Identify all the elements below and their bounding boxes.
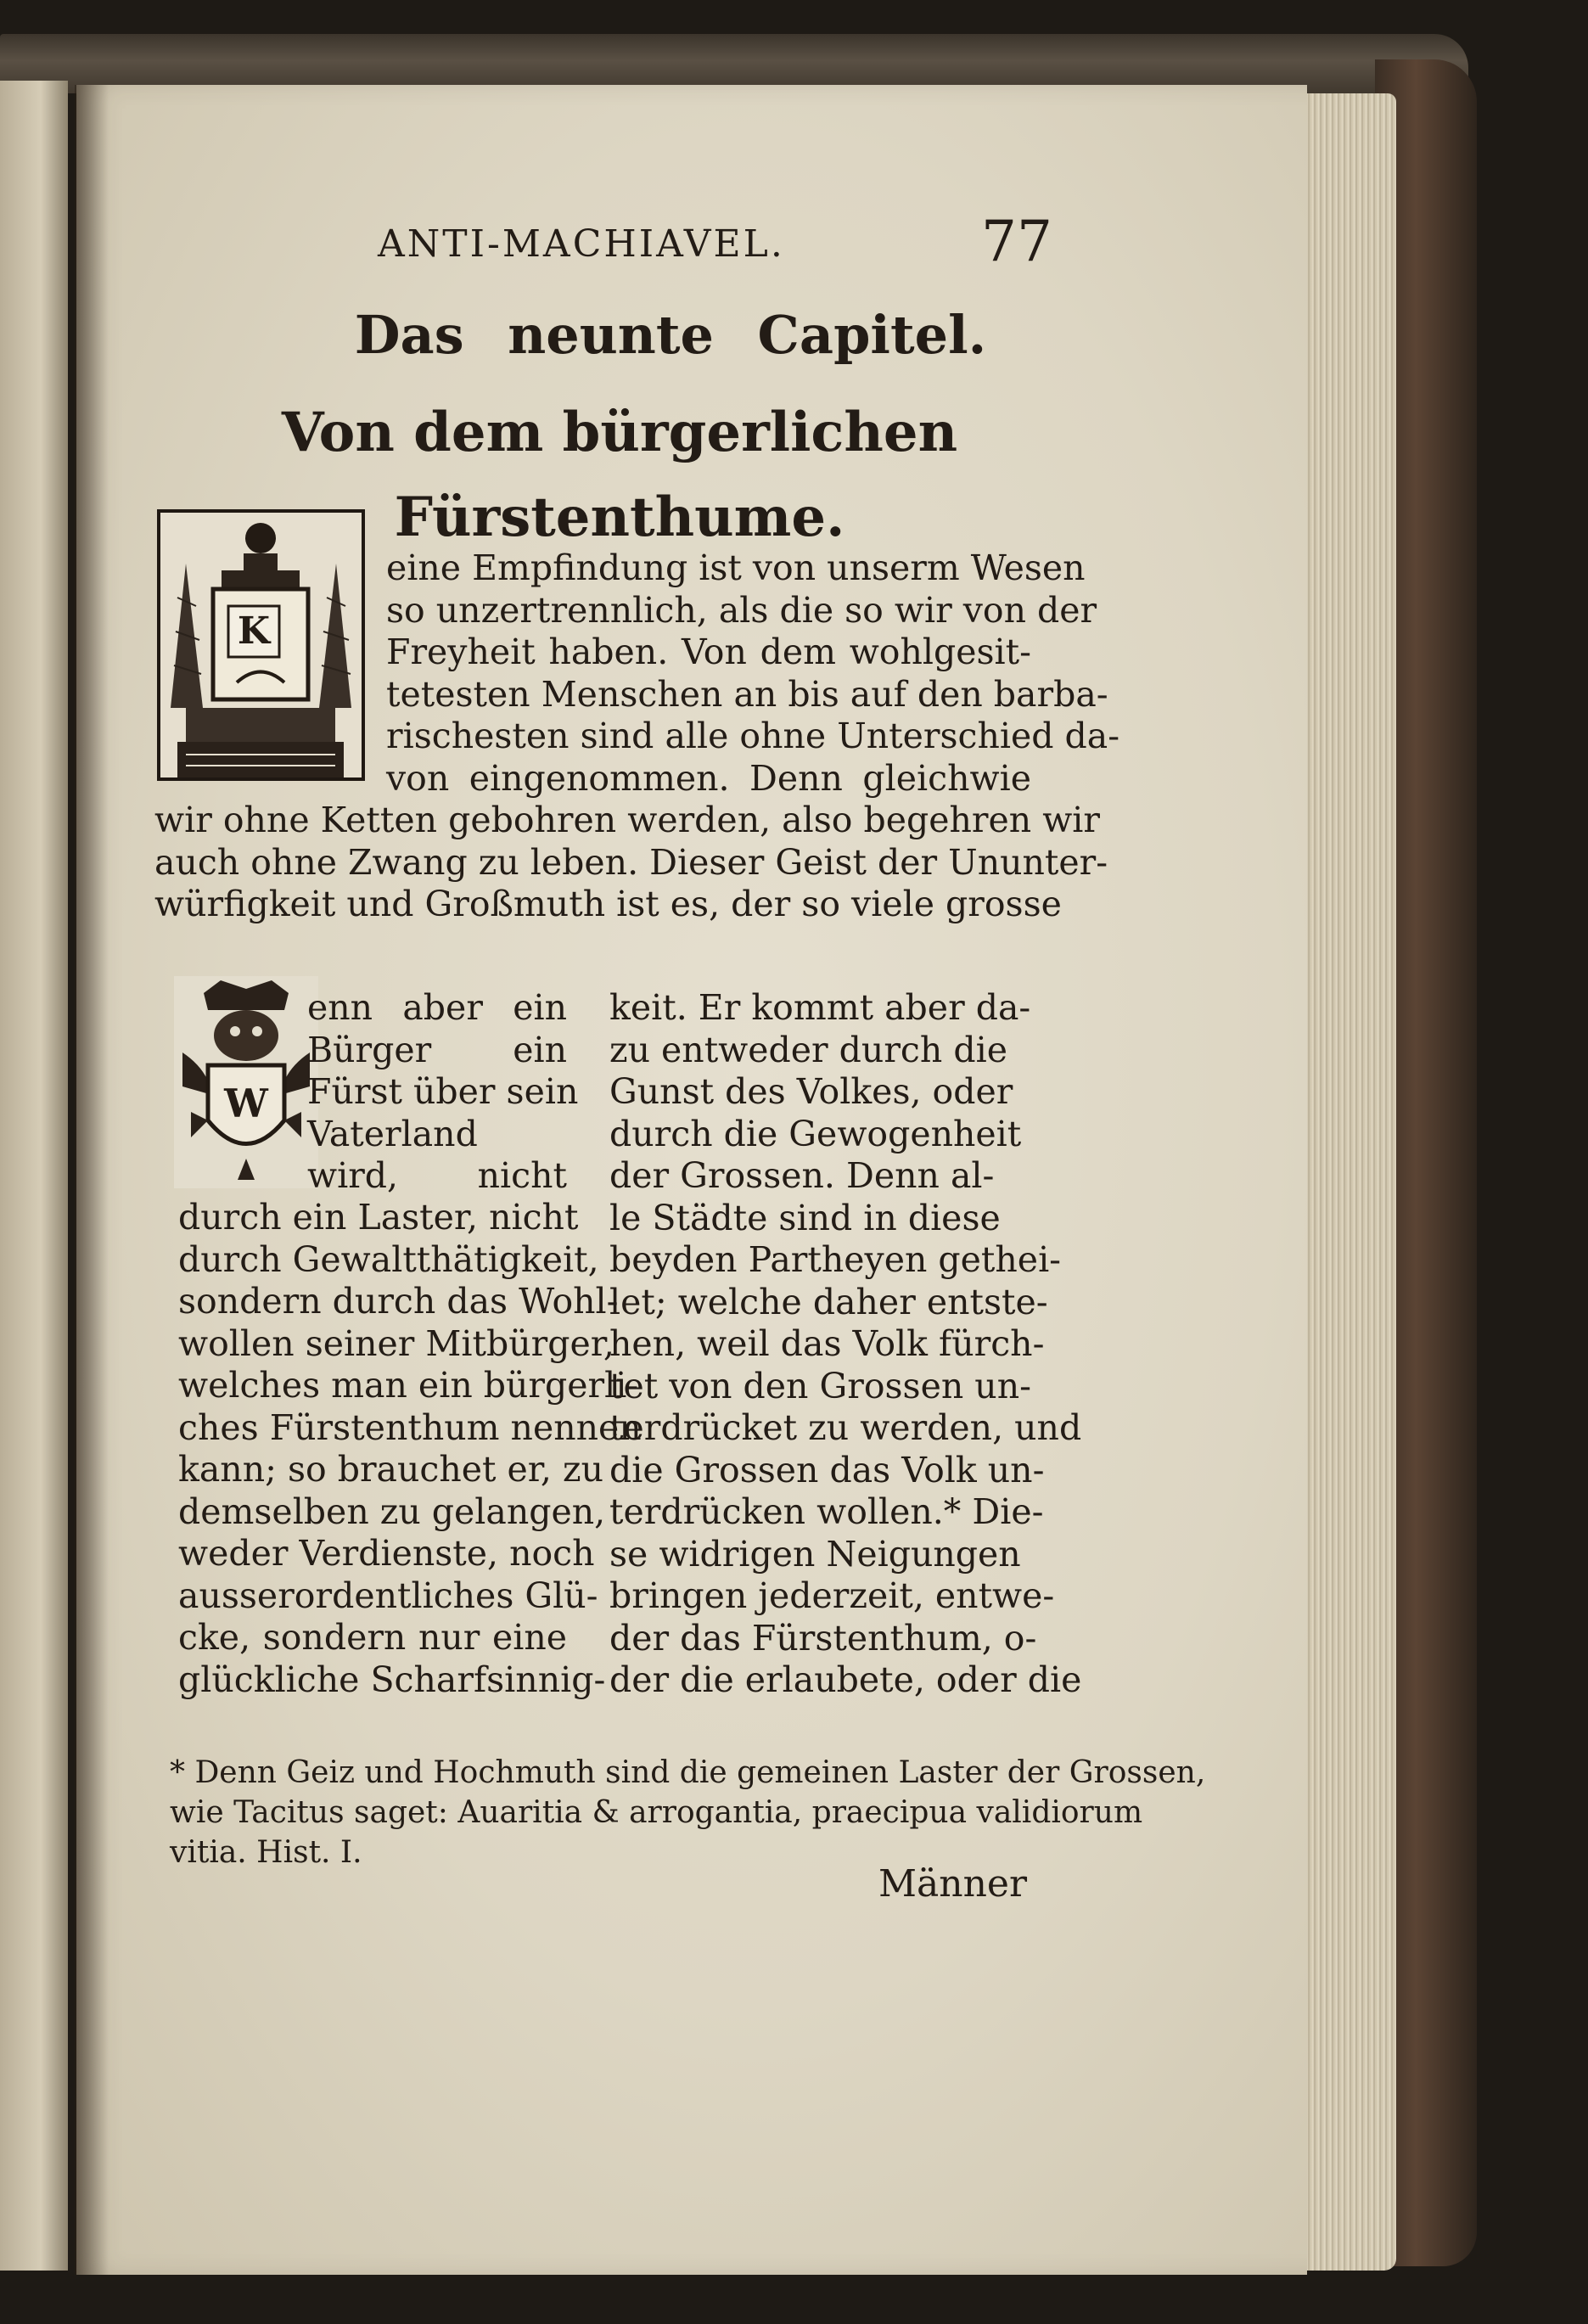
text-line: durch ein Laster, nicht	[178, 1197, 579, 1238]
text-line: so unzertrennlich, als die so wir von der	[386, 589, 1097, 631]
text-line: demselben zu gelangen,	[178, 1490, 606, 1532]
text-line: welches man ein bürgerli-	[178, 1365, 639, 1406]
facing-page-edge	[0, 81, 68, 2271]
text-line: le Städte sind in diese	[609, 1197, 1001, 1238]
left-column-beside-initial	[307, 987, 579, 1198]
text-line: zu entweder durch die	[609, 1029, 1007, 1070]
footnote-line: * Denn Geiz und Hochmuth sind die gemeinen Laster der Grossen,	[170, 1755, 1206, 1790]
paragraph-1-indented	[386, 547, 1120, 800]
text-line: kann; so brauchet er, zu	[178, 1449, 603, 1490]
text-line: glückliche Scharfsinnig-	[178, 1659, 606, 1700]
text-line: die Grossen das Volk un-	[609, 1449, 1045, 1490]
text-line: let; welche daher entste-	[609, 1281, 1048, 1322]
text-line: sondern durch das Wohl-	[178, 1281, 619, 1322]
page-edges	[1299, 93, 1396, 2271]
text-line: Vaterland	[307, 1113, 478, 1154]
footnote-line: vitia. Hist. I.	[170, 1835, 362, 1870]
text-line: von eingenommen. Denn gleichwie	[386, 757, 1031, 799]
text-line: rischesten sind alle ohne Unterschied da-	[386, 716, 1120, 756]
page-number: 77	[981, 209, 1052, 274]
text-line: cke, sondern nur eine	[178, 1617, 567, 1658]
text-line: durch Gewaltthätigkeit,	[178, 1238, 599, 1280]
left-column	[178, 1197, 642, 1701]
text-line: keit. Er kommt aber da-	[609, 987, 1031, 1028]
text-line: weder Verdienste, noch	[178, 1533, 595, 1574]
text-line: der das Fürstenthum, o-	[609, 1617, 1037, 1659]
paragraph-1-full	[154, 800, 1108, 926]
text-line: auch ohne Zwang zu leben. Dieser Geist der Ununter-	[154, 841, 1108, 883]
text-line: ausserordentliches Glü-	[178, 1575, 598, 1616]
initial-letter-w: W	[224, 1081, 268, 1126]
text-line: terdrücken wollen.* Die-	[609, 1491, 1044, 1532]
right-column	[609, 987, 1082, 1702]
text-line: Fürst über sein	[307, 1071, 579, 1112]
text-line: durch die Gewogenheit	[609, 1113, 1022, 1154]
text-line: terdrücket zu werden, und	[609, 1407, 1082, 1448]
text-line: enn aber ein	[307, 987, 567, 1028]
text-line: Freyheit haben. Von dem wohlgesit-	[386, 632, 1031, 672]
chapter-title: Das neunte Capitel.	[354, 304, 987, 366]
text-line: tet von den Grossen un-	[609, 1365, 1031, 1406]
text-line: der die erlaubete, oder die	[609, 1659, 1082, 1700]
initial-letter-k: K	[237, 609, 271, 653]
text-line: Bürger ein	[307, 1029, 567, 1070]
text-line: wir ohne Ketten gebohren werden, also begehren wir	[154, 800, 1101, 840]
running-head: ANTI-MACHIAVEL.	[378, 222, 785, 266]
text-line: eine Empfindung ist von unserm Wesen	[386, 547, 1086, 588]
text-line: wollen seiner Mitbürger,	[178, 1322, 614, 1364]
footnote-line: wie Tacitus saget: Auaritia & arrogantia, praecipua validiorum	[170, 1795, 1143, 1830]
text-line: ches Fürstenthum nennen	[178, 1406, 642, 1448]
text-line: wird, nicht	[307, 1155, 567, 1196]
woodcut-initial-k	[157, 509, 365, 781]
woodcut-initial-w	[174, 976, 318, 1188]
text-line: bringen jederzeit, entwe-	[609, 1575, 1055, 1616]
text-line: der Grossen. Denn al-	[609, 1155, 995, 1196]
text-line: tetesten Menschen an bis auf den barba-	[386, 673, 1108, 715]
text-line: se widrigen Neigungen	[609, 1533, 1021, 1575]
text-line: beyden Partheyen gethei-	[609, 1239, 1062, 1280]
text-line: hen, weil das Volk fürch-	[609, 1323, 1045, 1364]
text-line: Gunst des Volkes, oder	[609, 1071, 1013, 1112]
gutter-shadow	[75, 85, 109, 2275]
text-line: würfigkeit und Großmuth ist es, der so viele grosse	[154, 884, 1062, 924]
catchword: Männer	[878, 1862, 1027, 1906]
chapter-heading: Von dem bürgerlichen Fürstenthume.	[281, 401, 958, 549]
